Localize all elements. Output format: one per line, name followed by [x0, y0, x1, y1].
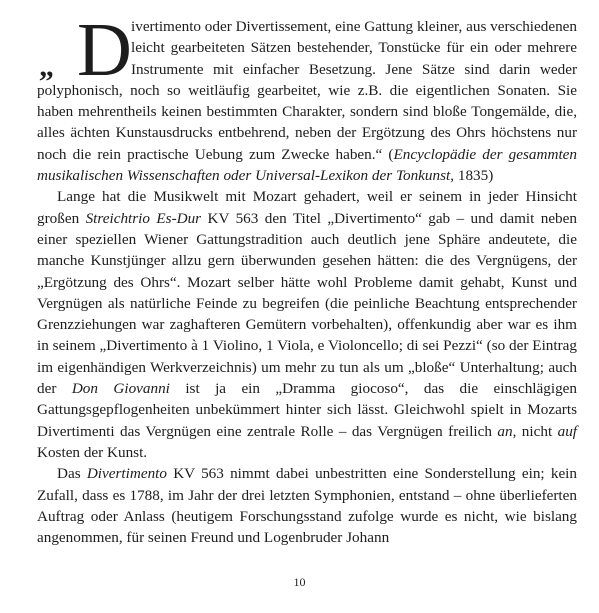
emphasis-auf: auf [557, 422, 578, 440]
paragraph-kv563 [37, 463, 577, 548]
source-year: , 1835) [450, 167, 494, 185]
drop-cap [37, 8, 132, 92]
emphasis-an: an [497, 422, 513, 440]
text-run: Das [57, 465, 87, 483]
paragraph-intro [37, 186, 577, 463]
drop-cap-quote-mark: „ [39, 50, 51, 83]
text-run: KV 563 den Titel „Divertimento“ gab – und damit neben einer speziellen Wiener Gattungstradition auch deutlich jene Sphäre andeutete, die manche Kunstjünger allzu gern überwunden gesehen hätten: die des Vergnügens, der „Ergötzung des Ohrs“. Mozart selber hätte wohl Probleme damit gehabt, Kunst und Vergnügen als natürliche Feinde zu begreifen (die peinliche Beachtung entsprechender Grenzziehungen war zaghafteren Gemütern vorbehalten), offenkundig aber war es ihm in seinem „Divertimento à 1 Violino, 1 Viola, e Violoncello; di sei Pezzi“ (so der Eintrag im eigenhändigen Werkverzeichnis) um mehr zu tun als um „bloße“ Unterhaltung; auch der [37, 209, 577, 398]
quote-text: ivertimento oder Divertissement, eine Gattung kleiner, aus verschiedenen leicht gearbeiteten Sätzen bestehender, Tonstücke für ein oder mehrere Instrumente mit einfacher Besetzung. Jene Sätze sind darin weder polyphonisch, noch so weitläufig gearbeitet, wie z.B. die eigentlichen Sonaten. Sie haben mehrentheils keinen bestimmten Charakter, sondern sind bloße Tongemälde, die, alles ächten Kunstausdrucks entbehrend, neben der Ergötzung des Ohrs höchstens nur noch die rein practische Uebung zum Zwecke haben.“ ( [37, 18, 578, 163]
text-run: KV 563 nimmt dabei unbestritten eine Sonderstellung ein; kein Zufall, dass es 1788, im Jahr der drei letzten Symphonien, entstand – ohne überlieferten Auftrag oder Anlass (heutigem Forschungsstand zufolge wurde es nicht, wie bislang angenommen, für seinen Freund und Logenbruder Johann [37, 465, 577, 547]
page-number: 10 [293, 575, 306, 589]
work-title-divertimento: Divertimento [86, 465, 167, 483]
paragraph-quote [37, 8, 578, 186]
page-body [37, 8, 578, 548]
text-run: ist ja ein „Dramma giocoso“, das die einschlägigen Gattungsgepflogenheiten unbekümmert hinter sich lässt. Gleichwohl spielt in Mozarts Divertimenti das Vergnügen eine zentrale Rolle – das Vergnügen freilich [37, 380, 577, 440]
work-title-streichtrio: Streichtrio Es-Dur [85, 209, 202, 227]
text-run: Lange hat die Musikwelt mit Mozart gehadert, weil er seinem in jeder Hinsicht großen [37, 188, 577, 227]
work-title-don-giovanni: Don Giovanni [71, 380, 170, 398]
body-text [37, 8, 578, 548]
drop-cap-letter: D [77, 8, 132, 92]
text-run: , nicht [512, 422, 558, 440]
source-title: Encyclopädie der gesammten musikalischen Wissenschaften oder Universal-Lexikon der Tonkunst [37, 145, 577, 185]
text-run: Kosten der Kunst. [37, 443, 148, 461]
